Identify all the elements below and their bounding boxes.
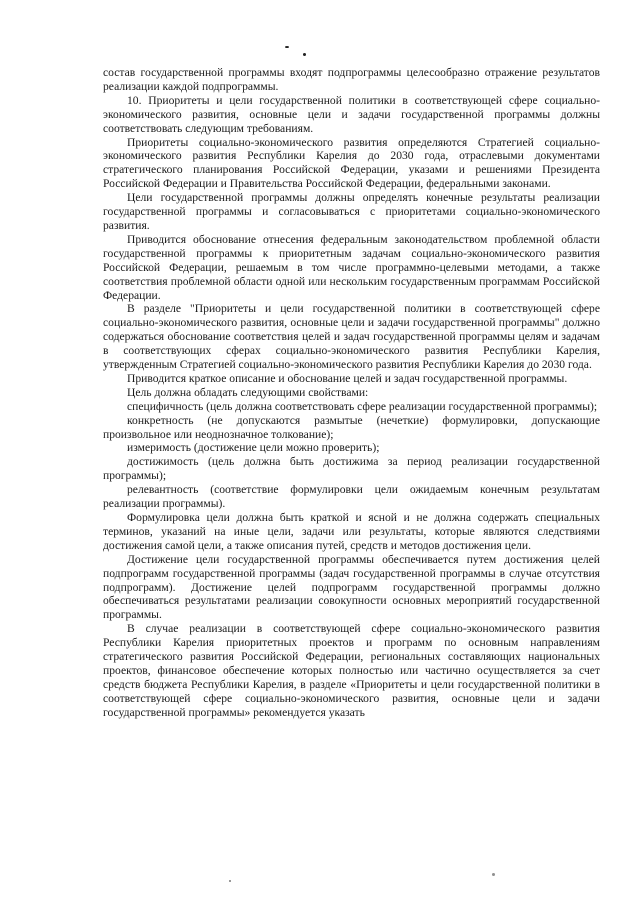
paragraph: Приводится краткое описание и обоснование целей и задач государственной программы. bbox=[127, 371, 568, 385]
paragraph: Формулировка цели должна быть краткой и ясной и не должна содержать специальных терминов, указаний на иные цели, задачи или результаты, которые являются следствиями достижения самой цели, а также описания путей, средств и методов достижения цели. bbox=[103, 511, 600, 552]
paragraph: измеримость (достижение цели можно проверить); bbox=[127, 441, 380, 455]
paragraph: достижимость (цель должна быть достижима за период реализации государственной программы); bbox=[103, 455, 600, 483]
document-body bbox=[103, 66, 600, 720]
scan-speck bbox=[229, 880, 231, 882]
paragraph: Приоритеты социально-экономического развития определяются Стратегией социально-экономического развития Республики Карелия до 2030 года, отраслевыми документами стратегического планирования Российской Федерации, указами и решениями Президента Российской Федерации и Правительства Российской Федерации, федеральными законами. bbox=[103, 135, 600, 191]
paragraph: состав государственной программы входят подпрограммы целесообразно отражение результатов реализации каждой подпрограммы. bbox=[103, 66, 600, 93]
paragraph: конкретность (не допускаются размытые (нечеткие) формулировки, допускающие произвольное или неоднозначное толкование); bbox=[103, 413, 600, 441]
paragraph: Достижение цели государственной программы обеспечивается путем достижения целей подпрограмм государственной программы (задач государственной программы в случае отсутствия подпрограмм). Достижение целей подпрограмм государственной программы должно обеспечиваться результатами реализации совокупности основных мероприятий государственной программы. bbox=[103, 552, 600, 622]
paragraph: Цели государственной программы должны определять конечные результаты реализации государственной программы и согласовываться с приоритетами социально-экономического развития. bbox=[103, 191, 600, 232]
paragraph: Приводится обоснование отнесения федеральным законодательством проблемной области государственной программы к приоритетным задачам социально-экономического развития Российской Федерации, решаемым в том числе программно-целевыми методами, а также соответствия проблемной области одной или нескольким государственным программам Российской Федерации. bbox=[103, 232, 600, 302]
scan-speck bbox=[303, 53, 306, 56]
scan-speck bbox=[285, 46, 289, 48]
paragraph: 10. Приоритеты и цели государственной политики в соответствующей сфере социально-экономического развития, основные цели и задачи государственной программы должны соответствовать следующим требованиям. bbox=[103, 93, 600, 135]
paragraph: В случае реализации в соответствующей сфере социально-экономического развития Республики Карелия приоритетных проектов и программ по основным направлениям стратегического развития Российской Федерации, региональных составляющих национальных проектов, финансовое обеспечение которых полностью или частично осуществляется за счет средств бюджета Республики Карелия, в разделе «Приоритеты и цели государственной политики в соответствующей сфере социально-экономического развития, основные цели и задачи государственной программы» рекомендуется указать bbox=[103, 622, 600, 719]
scan-speck bbox=[492, 873, 495, 876]
paragraph: релевантность (соответствие формулировки цели ожидаемым конечным результатам реализации программы). bbox=[103, 483, 600, 511]
paragraph: специфичность (цель должна соответствовать сфере реализации государственной программы); bbox=[127, 399, 598, 413]
paragraph: В разделе "Приоритеты и цели государственной политики в соответствующей сфере социально-экономического развития, основные цели и задачи государственной программы" должно содержаться обоснование соответствия целей и задач государственной программы целям и задачам в соответствующих сферах социально-экономического развития Республики Карелия, утвержденным Стратегией социально-экономического развития Республики Карелия до 2030 года. bbox=[103, 302, 600, 372]
paragraph: Цель должна обладать следующими свойствами: bbox=[127, 385, 369, 399]
